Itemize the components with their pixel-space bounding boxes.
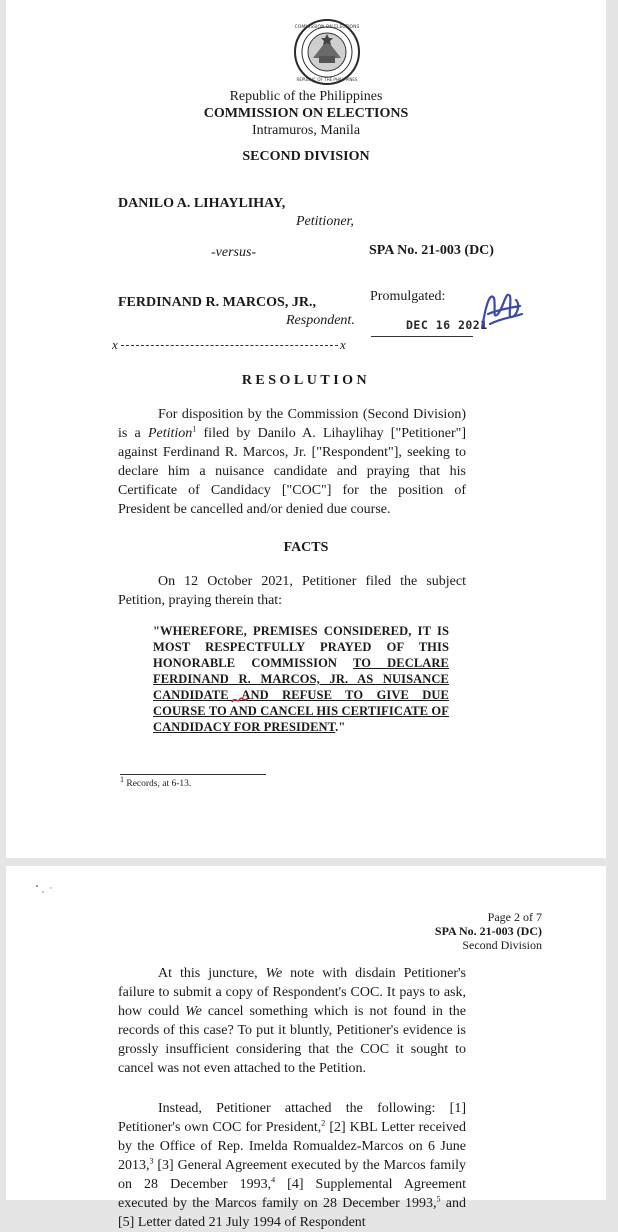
page2-case-number: SPA No. 21-003 (DC): [434, 924, 542, 938]
p1-we-1: We: [265, 966, 283, 981]
page-number: Page 2 of 7: [487, 910, 542, 924]
quote-plain: "WHEREFORE, PREMISES CONSIDERED, IT IS MOST RESPECTFULLY PRAYED OF THIS HONORABLE COMMISSION: [153, 624, 449, 670]
respondent-name: FERDINAND R. MARCOS, JR.,: [118, 295, 316, 310]
header-commission: COMMISSION ON ELECTIONS: [203, 106, 409, 121]
promulgated-line: [371, 336, 473, 337]
p2-b: [2] KBL Letter received by the Office of Rep. Imelda Romualdez-Marcos on 6 June 2013,: [118, 1120, 466, 1173]
footnote-rule: [120, 774, 266, 775]
footnote-ref-2: 2: [321, 1118, 326, 1128]
caption-x-left: x: [112, 337, 118, 352]
header-republic: Republic of the Philippines: [229, 89, 383, 104]
footnote-ref-1: 1: [192, 424, 197, 434]
svg-text:REPUBLIC OF THE PHILIPPINES: REPUBLIC OF THE PHILIPPINES: [296, 77, 358, 82]
versus-label: -versus-: [211, 245, 257, 260]
attachments-paragraph: [118, 1099, 466, 1232]
footnote-1-num: 1: [120, 774, 124, 784]
quote-underlined: TO DECLARE FERDINAND R. MARCOS, JR. AS NUISANCE CANDIDATE AND REFUSE TO GIVE DUE COURSE TO AND CANCEL HIS CERTIFICATE OF CANDIDACY FOR PRESIDENT: [153, 656, 449, 734]
p1-a: At this juncture,: [158, 966, 266, 981]
document-page-1: [6, 0, 606, 858]
footnote-ref-3: 3: [149, 1156, 154, 1166]
red-ink-mark-icon: [230, 694, 250, 706]
respondent-role: Respondent.: [286, 313, 355, 328]
resolution-title: RESOLUTION: [241, 373, 371, 388]
facts-paragraph: On 12 October 2021, Petitioner filed the subject Petition, praying therein that:: [118, 574, 466, 608]
case-number: SPA No. 21-003 (DC): [369, 243, 494, 258]
page2-header: [435, 910, 542, 952]
p2-e: and [5] Letter dated 21 July 1994 of Respondent: [118, 1196, 466, 1230]
caption-dashed-line: [121, 345, 338, 346]
intro-rest: filed by Danilo A. Lihaylihay ["Petitioner"] against Ferdinand R. Marcos, Jr. ["Respondent"], seeking to declare him a nuisance candidate and praying that his Certificate of Candidacy ["COC"] for the position of President be cancelled and/or denied due course.: [118, 426, 466, 517]
header-location: Intramuros, Manila: [251, 123, 361, 138]
p2-d: [4] Supplemental Agreement executed by the Marcos family on 28 December 1993,: [118, 1177, 466, 1211]
comelec-seal-icon: [293, 18, 361, 86]
intro-lead: For disposition by the Commission (Second Division) is a: [118, 407, 466, 441]
p1-c: cancel something which is not found in the records of this case? To put it bluntly, Petitioner's evidence is grossly insufficient considering that the COC it sought to cancel was not even attached to the Petition.: [118, 1004, 466, 1076]
facts-title: FACTS: [283, 540, 329, 555]
prayer-quote: [153, 623, 449, 735]
footnote-ref-4: 4: [271, 1175, 276, 1185]
juncture-paragraph: [118, 964, 466, 1078]
page2-division: Second Division: [462, 938, 542, 952]
footnote-1: [120, 774, 192, 789]
signature-initials-icon: [476, 284, 524, 340]
p1-b: note with disdain Petitioner's failure to submit a copy of Respondent's COC. It pays to ask, how could: [118, 966, 466, 1019]
quote-end: .": [335, 720, 346, 734]
svg-text:COMMISSION ON ELECTIONS: COMMISSION ON ELECTIONS: [294, 25, 360, 30]
ink-speck-icon: [34, 882, 56, 896]
p1-we-2: We: [185, 1004, 202, 1019]
footnote-1-text: Records, at 6-13.: [124, 779, 192, 789]
petitioner-name: DANILO A. LIHAYLIHAY,: [118, 196, 286, 211]
petitioner-role: Petitioner,: [296, 214, 354, 229]
intro-paragraph: [118, 405, 466, 519]
p2-a: Instead, Petitioner attached the following: [1] Petitioner's own COC for President,: [118, 1101, 466, 1135]
page-separator: [0, 858, 618, 866]
division-title: SECOND DIVISION: [242, 149, 370, 164]
caption-x-right: x: [340, 337, 346, 352]
intro-petition-word: Petition: [147, 426, 193, 441]
p2-c: [3] General Agreement executed by the Marcos family on 28 December 1993,: [118, 1158, 466, 1192]
promulgated-label: Promulgated:: [370, 289, 446, 304]
promulgated-date-stamp: DEC 16 2021: [406, 318, 488, 332]
footnote-ref-5: 5: [436, 1194, 441, 1204]
document-page-2: [6, 866, 606, 1230]
